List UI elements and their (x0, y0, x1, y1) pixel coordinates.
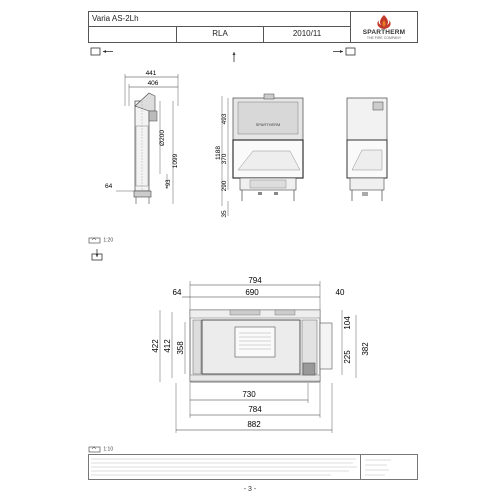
dim-1188: 1188 (215, 146, 222, 160)
dim-370: 370 (221, 153, 228, 165)
left-side-view (105, 70, 179, 204)
scale-note-top (88, 236, 113, 244)
fine-print-block (91, 456, 361, 478)
dim-104: 104 (343, 316, 352, 330)
dim-290: 290 (221, 180, 228, 192)
view-left-symbol (91, 48, 113, 55)
front-view (215, 94, 303, 218)
dim-406: 406 (147, 80, 159, 87)
plan-view (130, 265, 390, 435)
legend-fine-print (361, 455, 417, 479)
dim-35: 35 (221, 210, 228, 218)
right-side-view (347, 98, 387, 201)
title-blank-cell (89, 27, 177, 42)
dim-730: 730 (242, 390, 256, 399)
page-number: - 3 - (243, 486, 257, 493)
dim-plan-64: 64 (172, 288, 182, 297)
scale-value-top: 1:20 (103, 237, 114, 244)
flame-icon (374, 14, 394, 30)
fireplace-symbol-icon (88, 236, 102, 244)
dim-1099: 1099 (172, 153, 179, 169)
dim-382: 382 (361, 342, 370, 356)
footer-notes (88, 454, 418, 480)
brand-tagline: THE FIRE COMPANY (366, 36, 402, 40)
dim-40: 40 (335, 288, 345, 297)
brand-logo (350, 12, 417, 42)
title-block (88, 11, 418, 43)
dim-225: 225 (343, 350, 352, 364)
view-front-arrow (233, 52, 236, 62)
fireplace-symbol-icon (88, 445, 102, 453)
dim-358: 358 (176, 341, 185, 355)
dim-493: 493 (221, 113, 228, 125)
scale-value-bottom: 1:10 (103, 446, 114, 453)
elevation-views (60, 66, 440, 236)
dim-412: 412 (163, 339, 172, 353)
dim-690: 690 (245, 288, 259, 297)
dim-794: 794 (248, 276, 262, 285)
plan-view-icon (91, 248, 105, 262)
drawing-date: 2010/11 (264, 27, 351, 42)
dim-93: *93 (166, 179, 172, 189)
dim-784: 784 (248, 405, 262, 414)
front-brand-label: SPARTHERM (255, 122, 281, 127)
view-right-symbol (333, 48, 355, 55)
footer-legend (360, 455, 417, 479)
dim-422: 422 (151, 339, 160, 353)
dim-diameter-200: Ø200 (159, 130, 166, 146)
dim-64: 64 (105, 183, 113, 190)
view-direction-symbols (88, 44, 388, 66)
dim-882: 882 (247, 420, 261, 429)
model-name: Varia AS-2Lh (89, 12, 351, 27)
variant-code: RLA (177, 27, 264, 42)
brand-name: SPARTHERM (362, 29, 406, 36)
dim-441: 441 (145, 70, 157, 77)
scale-note-bottom (88, 445, 113, 453)
